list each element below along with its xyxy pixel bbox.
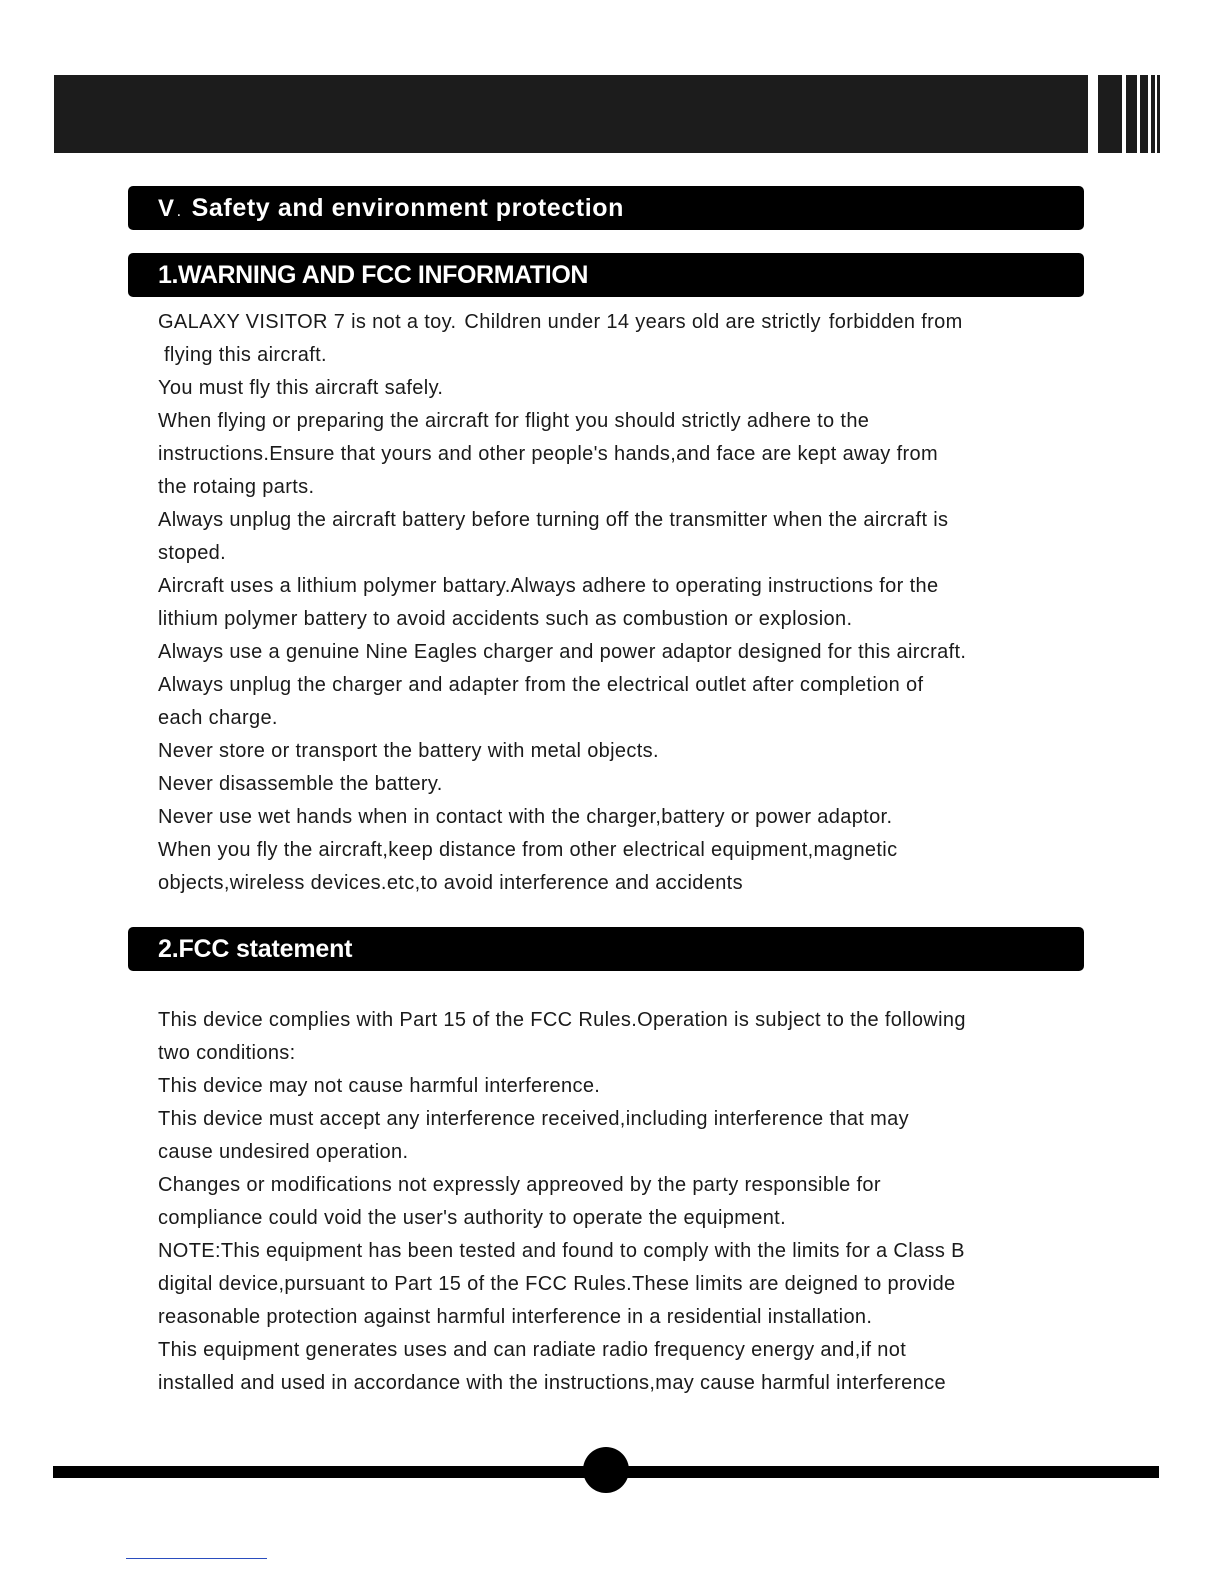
fcc-line: This equipment generates uses and can radiate radio frequency energy and,if not <box>158 1339 907 1361</box>
footer-page-marker-dot <box>583 1447 629 1493</box>
warning-line: Always use a genuine Nine Eagles charger and power adaptor designed for this aircraft. <box>158 641 967 663</box>
chapter-numeral: V <box>158 195 175 222</box>
warning-line-part: GALAXY VISITOR 7 is not a toy. <box>158 311 457 333</box>
warning-line: flying this aircraft. <box>164 344 327 366</box>
warning-section-heading: 1.WARNING AND FCC INFORMATION <box>128 253 1084 297</box>
fcc-line: installed and used in accordance with the instructions,may cause harmful interference <box>158 1372 946 1394</box>
warning-line: lithium polymer battery to avoid accidents such as combustion or explosion. <box>158 608 853 630</box>
chapter-heading <box>128 186 1084 230</box>
fcc-section-body <box>158 1004 1058 1400</box>
header-stripes-decoration <box>1098 75 1160 153</box>
warning-line: Never use wet hands when in contact with the charger,battery or power adaptor. <box>158 806 893 828</box>
warning-line: When you fly the aircraft,keep distance from other electrical equipment,magnetic <box>158 839 898 861</box>
warning-line: Always unplug the charger and adapter from the electrical outlet after completion of <box>158 674 924 696</box>
header-band <box>54 75 1088 153</box>
footer-link-underline <box>126 1558 267 1559</box>
warning-line-part: forbidden from <box>828 311 963 333</box>
warning-line-part: Children under 14 years old are strictly <box>464 311 821 333</box>
warning-line: Always unplug the aircraft battery before turning off the transmitter when the aircraft is <box>158 509 949 531</box>
warning-line: Never disassemble the battery. <box>158 773 443 795</box>
warning-line: stoped. <box>158 542 227 564</box>
warning-line: When flying or preparing the aircraft for flight you should strictly adhere to the <box>158 410 870 432</box>
fcc-line: two conditions: <box>158 1042 296 1064</box>
chapter-numeral-dot: . <box>176 203 182 220</box>
fcc-line: This device complies with Part 15 of the FCC Rules.Operation is subject to the following <box>158 1009 966 1031</box>
fcc-line: Changes or modifications not expressly appreoved by the party responsible for <box>158 1174 881 1196</box>
warning-line: Aircraft uses a lithium polymer battary.Always adhere to operating instructions for the <box>158 575 939 597</box>
chapter-title: Safety and environment protection <box>191 194 625 222</box>
fcc-line: This device may not cause harmful interference. <box>158 1075 601 1097</box>
fcc-line: reasonable protection against harmful interference in a residential installation. <box>158 1306 873 1328</box>
fcc-line: NOTE:This equipment has been tested and found to comply with the limits for a Class B <box>158 1240 965 1262</box>
fcc-section-heading: 2.FCC statement <box>128 927 1084 971</box>
warning-section-body <box>158 306 1058 900</box>
fcc-line: digital device,pursuant to Part 15 of the FCC Rules.These limits are deigned to provide <box>158 1273 956 1295</box>
warning-first-line <box>158 306 1058 339</box>
fcc-line: cause undesired operation. <box>158 1141 409 1163</box>
warning-line: the rotaing parts. <box>158 476 315 498</box>
fcc-line: compliance could void the user's authority to operate the equipment. <box>158 1207 786 1229</box>
warning-line: instructions.Ensure that yours and other people's hands,and face are kept away from <box>158 443 938 465</box>
warning-line: each charge. <box>158 707 278 729</box>
fcc-line: This device must accept any interference received,including interference that may <box>158 1108 909 1130</box>
warning-line: objects,wireless devices.etc,to avoid interference and accidents <box>158 872 743 894</box>
warning-line: Never store or transport the battery with metal objects. <box>158 740 659 762</box>
warning-line: You must fly this aircraft safely. <box>158 377 444 399</box>
